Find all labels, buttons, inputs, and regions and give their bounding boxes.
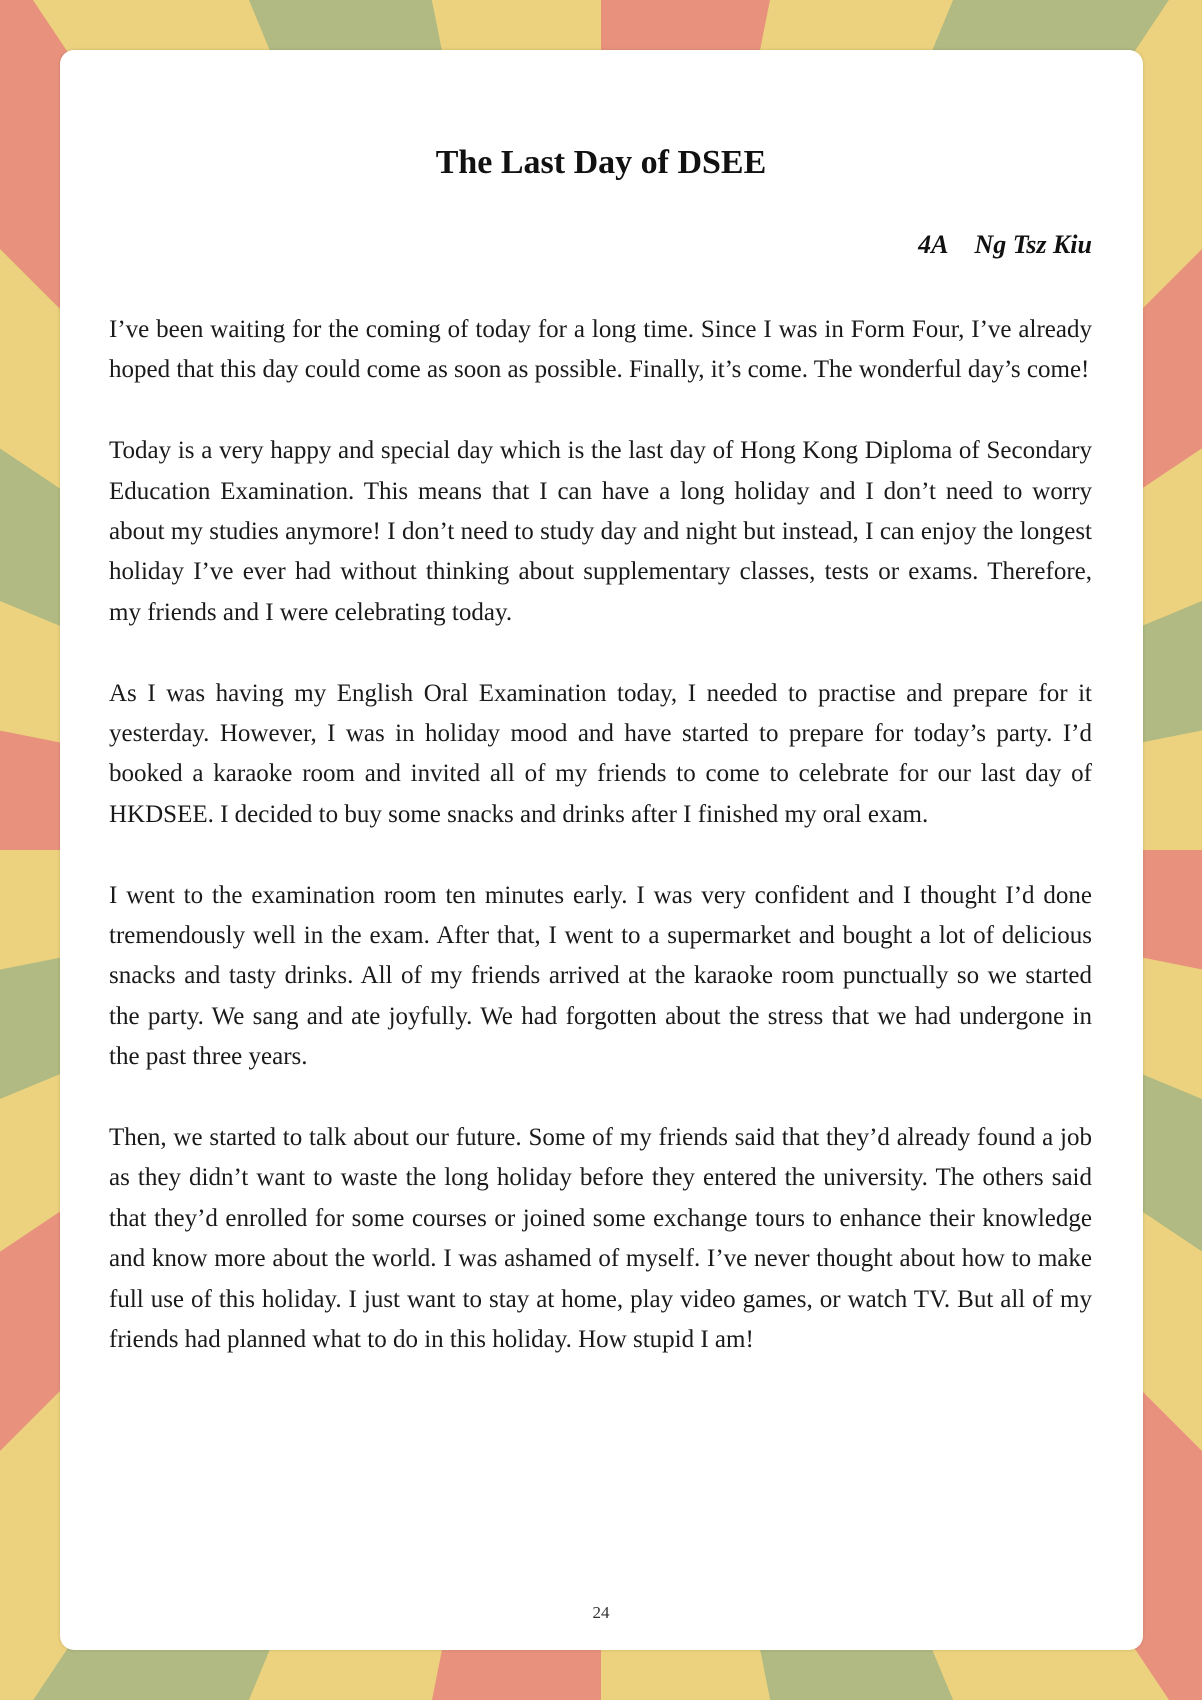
author-class: 4A: [918, 230, 949, 259]
paragraph-3: As I was having my English Oral Examination today, I needed to practise and prepare for it yesterday. However, I was in holiday mood and have started to prepare for today’s party. I’d booked a karaoke room and invited all of my friends to come to celebrate for our last day of HKDSEE. I decided to buy some snacks and drinks after I finished my oral exam.: [109, 679, 1092, 828]
author-name: Ng Tsz Kiu: [974, 230, 1092, 259]
paragraph-4: I went to the examination room ten minutes early. I was very confident and I thought I’d done tremendously well in the exam. After that, I went to a supermarket and bought a lot of delicious snacks and tasty drinks. All of my friends arrived at the karaoke room punctually so we started the party. We sang and ate joyfully. We had forgotten about the stress that we had undergone in the past three years.: [109, 881, 1092, 1071]
page-number: 24: [592, 1603, 610, 1622]
article-body: [109, 310, 1092, 1401]
paragraph-5: Then, we started to talk about our future. Some of my friends said that they’d already found a job as they didn’t want to waste the long holiday before they entered the university. The others said that they’d enrolled for some courses or joined some exchange tours to enhance their knowledge and know more about the world. I was ashamed of myself. I’ve never thought about how to make full use of this holiday. I just want to stay at home, play video games, or watch TV. But all of my friends had planned what to do in this holiday. How stupid I am!: [109, 1124, 1092, 1354]
author-byline: [918, 228, 1092, 262]
paragraph-2: Today is a very happy and special day which is the last day of Hong Kong Diploma of Secondary Education Examination. This means that I can have a long holiday and I don’t need to worry about my studies anymore! I don’t need to study day and night but instead, I can enjoy the longest holiday I’ve ever had without thinking about supplementary classes, tests or exams. Therefore, my friends and I were celebrating today.: [109, 437, 1092, 626]
article-title: The Last Day of DSEE: [435, 144, 767, 181]
paragraph-1: I’ve been waiting for the coming of today for a long time. Since I was in Form Four, I’ve already hoped that this day could come as soon as possible. Finally, it’s come. The wonderful day’s come!: [109, 316, 1092, 384]
